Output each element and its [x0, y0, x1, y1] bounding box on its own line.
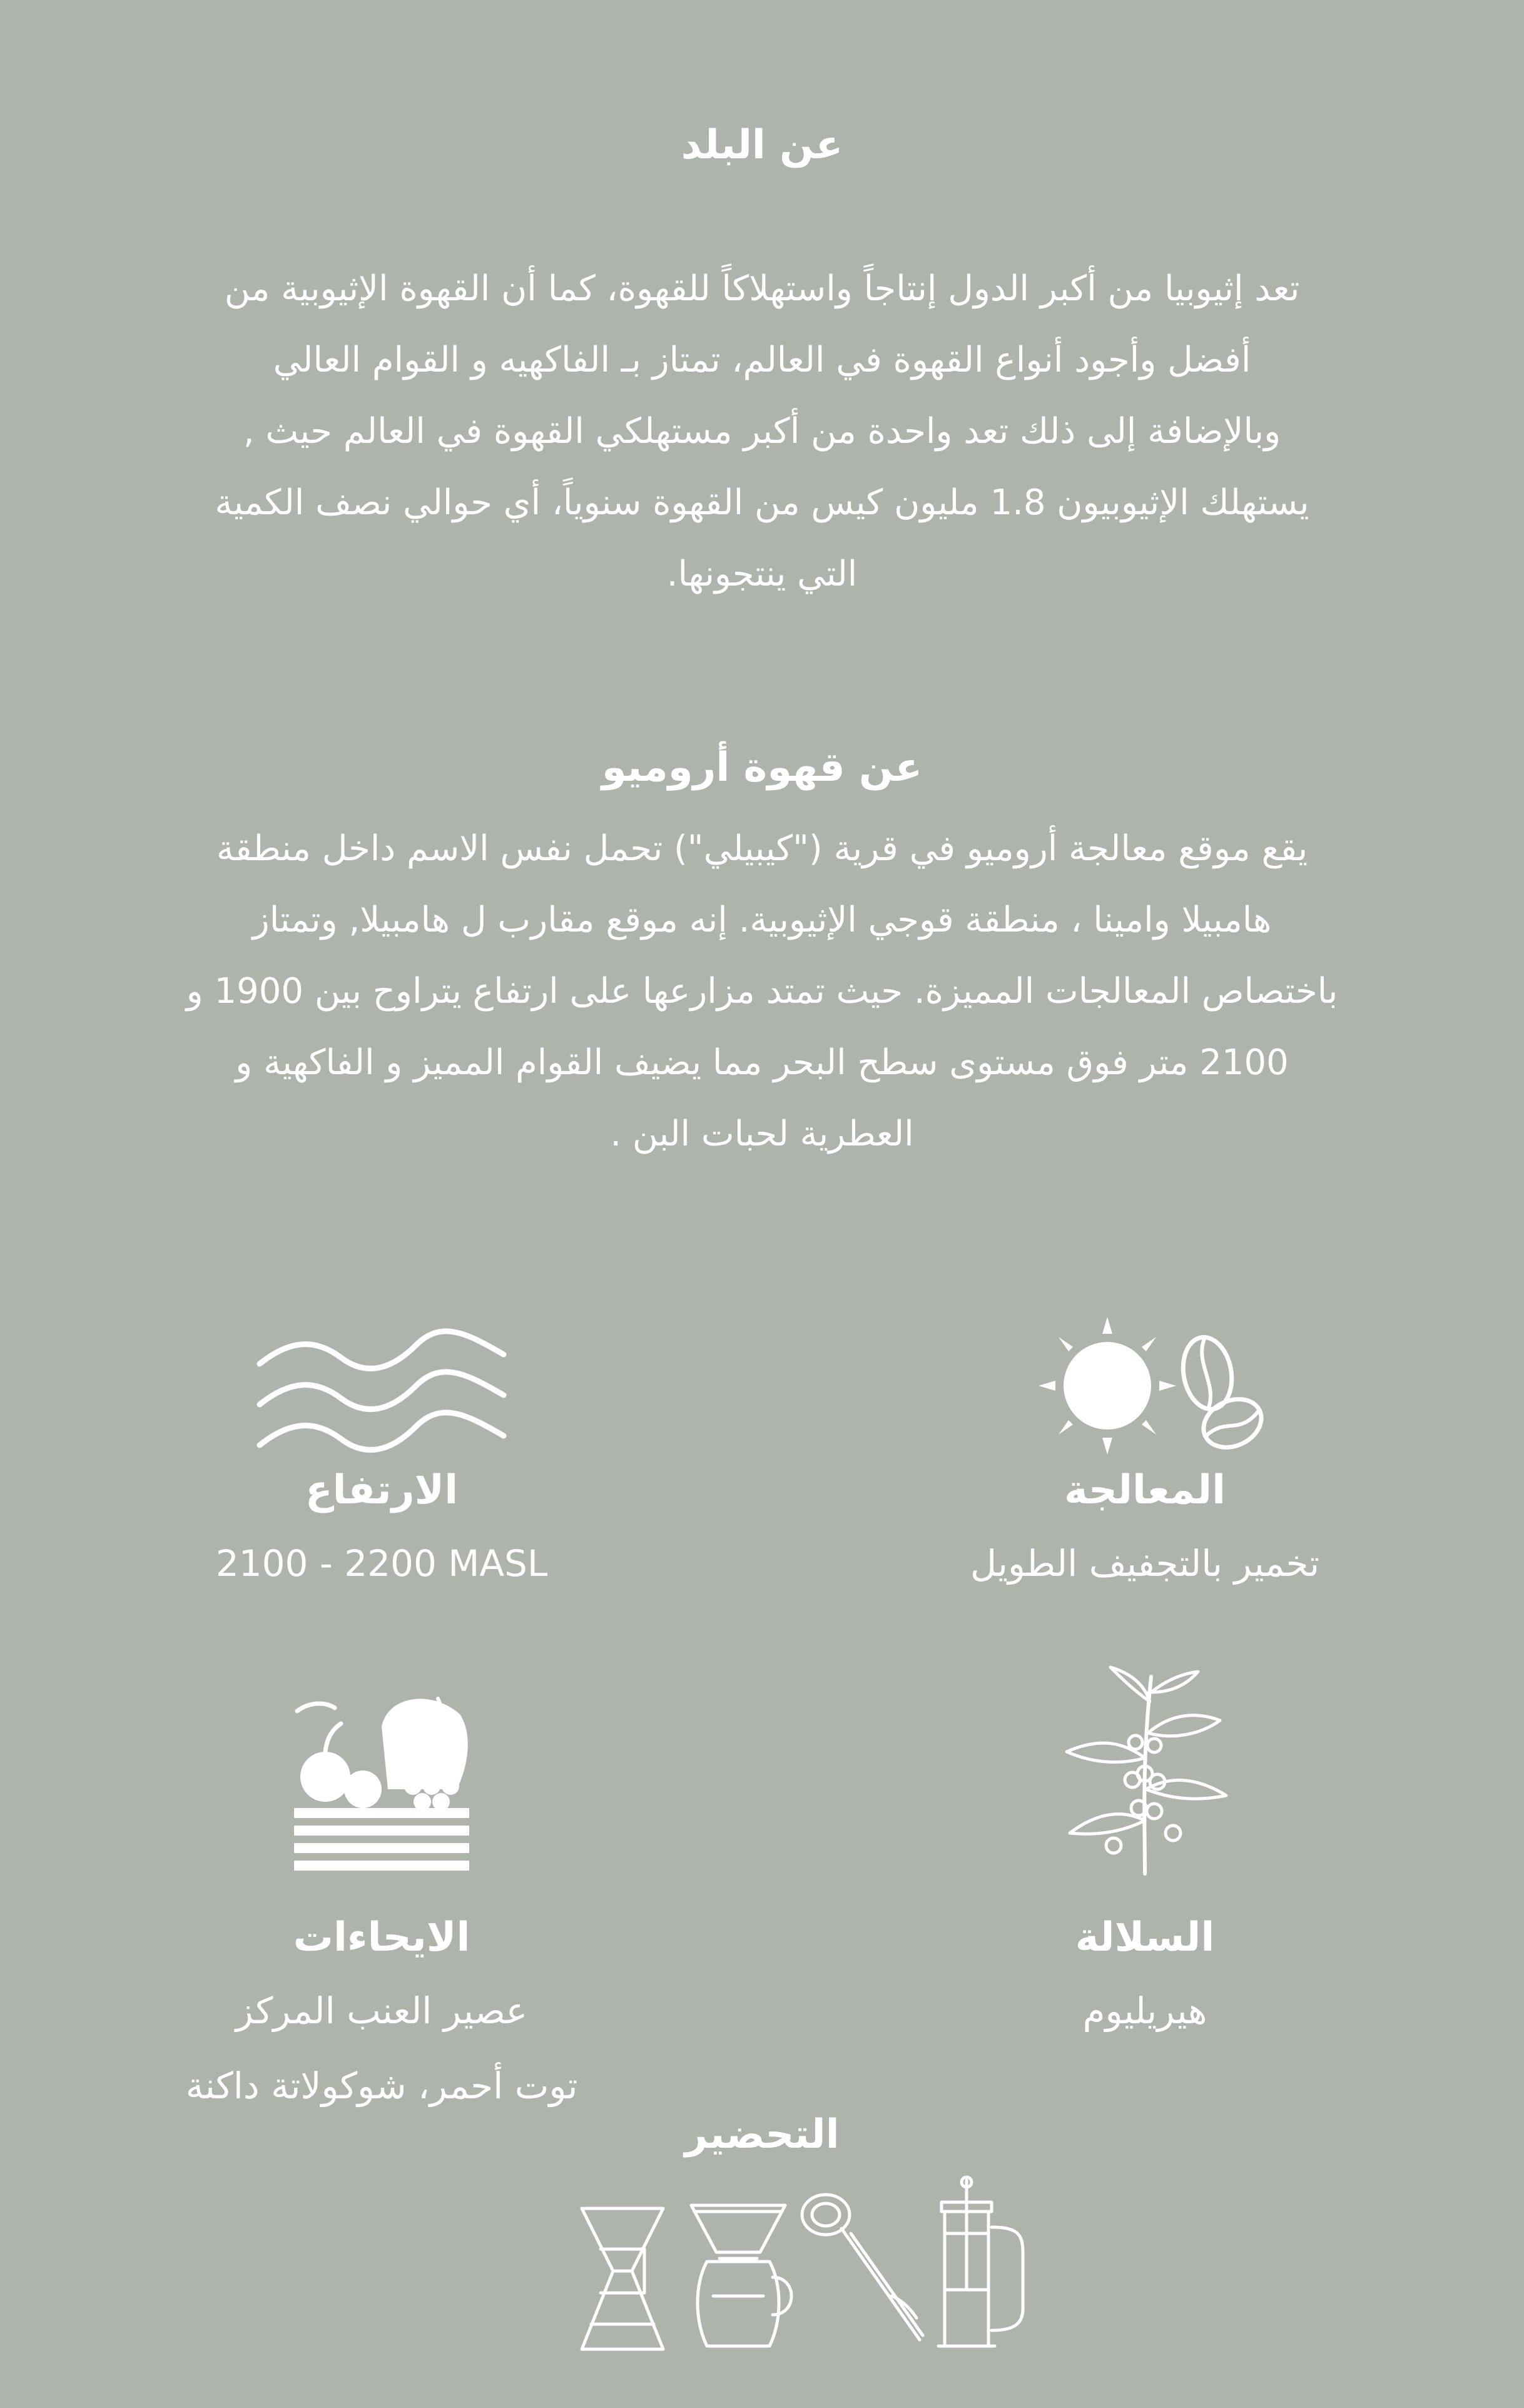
brewing-title: التحضير: [684, 2111, 840, 2158]
coffee-section-paragraph: [63, 813, 1461, 1170]
country-line-3: وبالإضافة إلى ذلك تعد واحدة من أكبر مستهلكي القهوة في العالم حيث ,: [243, 411, 1281, 452]
brewing-icons: [563, 2171, 1064, 2359]
notes-value-2: توت أحمر، شوكولاتة داكنة: [185, 2065, 578, 2107]
espresso-portafilter-icon: [798, 2183, 929, 2359]
altitude-title: الارتفاع: [305, 1467, 459, 1513]
v60-dripper-icon: [682, 2196, 801, 2359]
notes-value-1: عصير العنب المركز: [235, 1989, 528, 2032]
process-feature: [926, 1308, 1364, 1608]
country-line-2: أفضل وأجود أنواع القهوة في العالم، تمتاز بـ الفاكهيه و القوام العالي: [273, 340, 1251, 380]
coffee-section-title: عن قهوة أروميو: [601, 744, 923, 791]
chemex-icon: [576, 2202, 669, 2359]
process-title: المعالجة: [1064, 1467, 1226, 1513]
french-press-icon: [932, 2177, 1039, 2359]
coffee-line-2: هامبيلا وامينا ، منطقة قوجي الإثيوبية. إنه موقع مقارب ل هامبيلا, وتمتاز: [252, 900, 1272, 940]
variety-title: السلالة: [1075, 1914, 1215, 1961]
country-line-4: يستهلك الإثيوبيون 1.8 مليون كيس من القهوة سنوياً، أي حوالي نصف الكمية: [215, 482, 1309, 523]
sun-coffee-beans-icon: [1045, 1308, 1257, 1464]
notes-feature: [100, 1689, 663, 2127]
coffee-line-3: باختصاص المعالجات المميزة. حيث تمتد مزارعها على ارتفاع يتراوح بين 1900 و: [186, 971, 1338, 1012]
process-value: تخمير بالتجفيف الطويل: [970, 1542, 1320, 1585]
coffee-line-1: يقع موقع معالجة أروميو في قرية ("كيبيلي") تحمل نفس الاسم داخل منطقة: [216, 828, 1308, 869]
variety-value: هيريليوم: [1082, 1989, 1207, 2032]
coffee-line-4: 2100 متر فوق مستوى سطح البحر مما يضيف القوام المميز و الفاكهية و: [235, 1042, 1289, 1083]
variety-feature: [926, 1664, 1364, 2052]
country-section-title: عن البلد: [681, 122, 843, 168]
coffee-line-5: العطرية لحبات البن .: [610, 1114, 914, 1154]
altitude-feature: [163, 1308, 601, 1608]
altitude-value: 2100 - 2200 MASL: [215, 1542, 548, 1585]
notes-title: الايحاءات: [293, 1914, 470, 1961]
fruit-crate-icon: [288, 1689, 475, 1877]
waves-icon: [247, 1320, 516, 1458]
coffee-plant-icon: [1051, 1664, 1239, 1877]
country-line-5: التي ينتجونها.: [666, 554, 858, 594]
country-section-paragraph: [63, 253, 1461, 610]
country-line-1: تعد إثيوبيا من أكبر الدول إنتاجاً واستهلاكاً للقهوة، كما أن القهوة الإثيوبية من: [224, 268, 1300, 309]
